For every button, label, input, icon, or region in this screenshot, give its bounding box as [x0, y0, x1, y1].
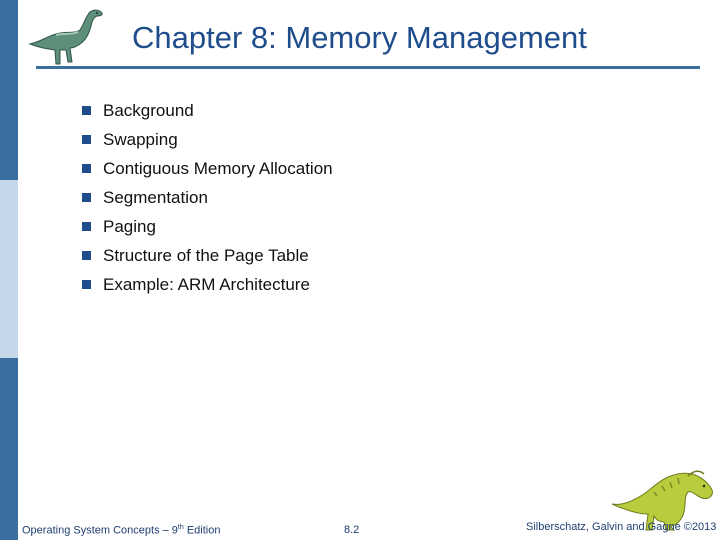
square-bullet-icon	[82, 164, 91, 173]
title-divider	[36, 66, 700, 69]
footer-book-title	[22, 524, 220, 537]
square-bullet-icon	[82, 251, 91, 260]
list-item	[82, 241, 333, 270]
footer-copyright: Silberschatz, Galvin and Gagne ©2013	[526, 521, 717, 533]
bullet-label: Segmentation	[103, 187, 208, 207]
square-bullet-icon	[82, 193, 91, 202]
footer-page-number: 8.2	[344, 524, 360, 536]
footer-book-title-prefix: Operating System Concepts – 9	[22, 524, 178, 537]
page-title: Chapter 8: Memory Management	[132, 20, 587, 55]
footer-book-title-suffix: Edition	[183, 524, 221, 537]
bullet-label: Structure of the Page Table	[103, 245, 309, 265]
bullet-label: Paging	[103, 216, 156, 236]
sidebar-segment-bottom	[0, 358, 18, 540]
list-item	[82, 96, 333, 125]
list-item	[82, 212, 333, 241]
bullet-label: Contiguous Memory Allocation	[103, 158, 333, 178]
bullet-list	[82, 96, 333, 299]
left-sidebar	[0, 0, 18, 540]
sidebar-segment-top	[0, 0, 18, 180]
square-bullet-icon	[82, 222, 91, 231]
sidebar-segment-middle	[0, 180, 18, 358]
list-item	[82, 270, 333, 299]
square-bullet-icon	[82, 135, 91, 144]
bullet-label: Background	[103, 100, 194, 120]
list-item	[82, 125, 333, 154]
square-bullet-icon	[82, 106, 91, 115]
bullet-label: Example: ARM Architecture	[103, 274, 310, 294]
bullet-label: Swapping	[103, 129, 178, 149]
list-item	[82, 154, 333, 183]
footer-book-title-sup: th	[177, 524, 184, 531]
dinosaur-icon	[26, 4, 110, 68]
square-bullet-icon	[82, 280, 91, 289]
list-item	[82, 183, 333, 212]
